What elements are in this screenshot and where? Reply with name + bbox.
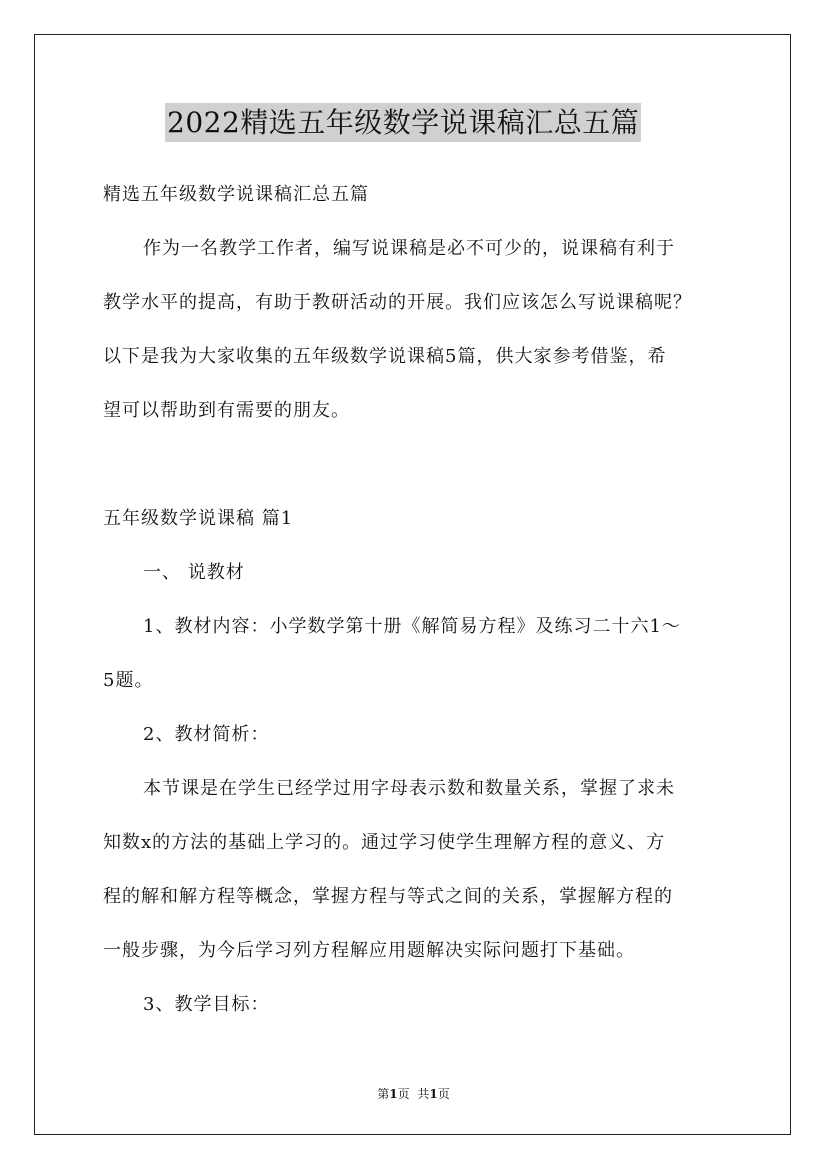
item2-line-2: 知数x的方法的基础上学习的。通过学习使学生理解方程的意义、方 [103,832,666,853]
document-subtitle: 精选五年级数学说课稿汇总五篇 [103,184,369,205]
page-footer [0,1085,827,1102]
footer-total-suffix: 页 [437,1087,450,1101]
footer-page-prefix: 第 [377,1087,390,1101]
intro-line-4: 望可以帮助到有需要的朋友。 [103,400,350,421]
footer-total-prefix: 共 [417,1087,430,1101]
intro-line-1: 作为一名教学工作者，编写说课稿是必不可少的，说课稿有利于 [143,238,675,259]
footer-page-suffix: 页 [397,1087,410,1101]
section-heading: 五年级数学说课稿 篇1 [103,508,294,529]
intro-line-3: 以下是我为大家收集的五年级数学说课稿5篇，供大家参考借鉴，希 [103,346,667,367]
footer-page-number: 1 [389,1087,398,1101]
item2-line-1: 本节课是在学生已经学过用字母表示数和数量关系，掌握了求未 [143,778,675,799]
document-title: 2022精选五年级数学说课稿汇总五篇 [165,103,641,142]
item3-heading: 3、教学目标： [143,994,270,1015]
footer-total-number: 1 [429,1087,438,1101]
part-heading: 一、 说教材 [143,562,245,583]
item2-heading: 2、教材简析： [143,724,270,745]
item2-line-4: 一般步骤，为今后学习列方程解应用题解决实际问题打下基础。 [103,940,635,961]
intro-line-2: 教学水平的提高，有助于教研活动的开展。我们应该怎么写说课稿呢？ [103,292,692,313]
item1-line-2: 5题。 [103,670,154,691]
item2-line-3: 程的解和解方程等概念，掌握方程与等式之间的关系，掌握解方程的 [103,886,673,907]
item1-line-1: 1、教材内容：小学数学第十册《解简易方程》及练习二十六1～ [143,616,681,637]
